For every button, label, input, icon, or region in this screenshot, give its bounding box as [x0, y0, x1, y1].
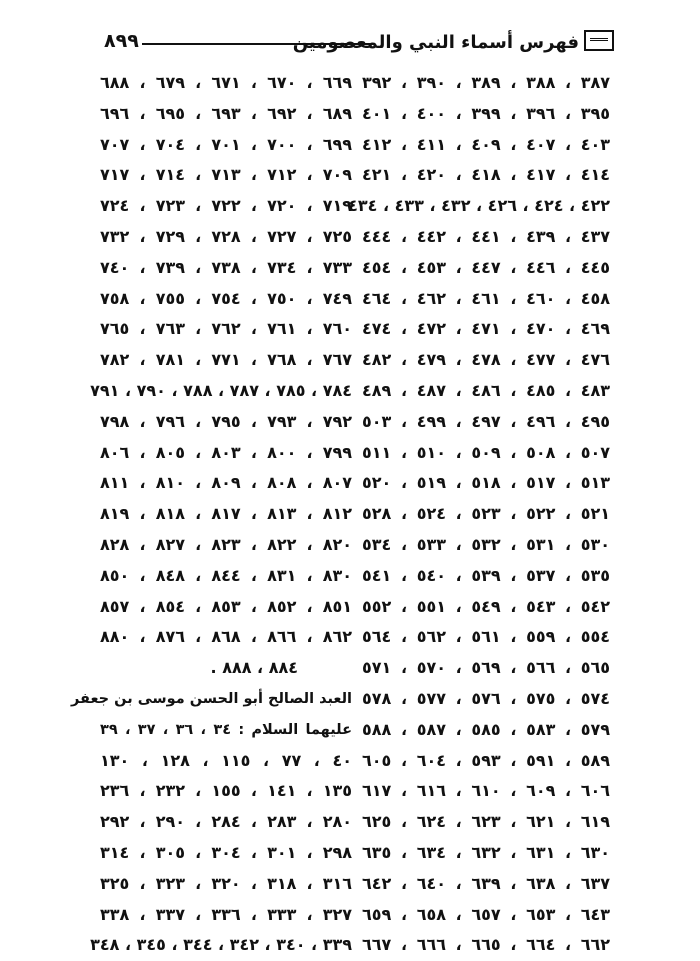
index-column-right: [348, 68, 611, 961]
index-line: ٨٣٠ ، ٨٣١ ، ٨٤٤ ، ٨٤٨ ، ٨٥٠: [100, 565, 353, 585]
index-line: ٦١٩ ، ٦٢١ ، ٦٢٣ ، ٦٢٤ ، ٦٢٥: [362, 812, 611, 832]
index-line: ٦٩٩ ، ٧٠٠ ، ٧٠١ ، ٧٠٤ ، ٧٠٧: [100, 134, 353, 154]
index-line: ٧٦٧ ، ٧٦٨ ، ٧٧١ ، ٧٨١ ، ٧٨٢: [100, 350, 353, 370]
index-line: ٧١٩ ، ٧٢٠ ، ٧٢٢ ، ٧٢٣ ، ٧٢٤: [100, 196, 353, 216]
index-line: ٤٢٢ ، ٤٢٤ ، ٤٢٦ ، ٤٣٢ ، ٤٣٣ ، ٤٣٤: [348, 196, 610, 216]
index-line: ٢٩٨ ، ٣٠١ ، ٣٠٤ ، ٣٠٥ ، ٣١٤: [100, 842, 353, 862]
index-line: ٨٥١ ، ٨٥٢ ، ٨٥٣ ، ٨٥٤ ، ٨٥٧: [100, 596, 353, 616]
index-line: ٥٦٥ ، ٥٦٦ ، ٥٦٩ ، ٥٧٠ ، ٥٧١: [362, 658, 611, 678]
index-heading: العبد الصالح أبو الحسن موسى بن جعفر: [71, 690, 352, 707]
index-line: ٨٢٠ ، ٨٢٢ ، ٨٢٣ ، ٨٢٧ ، ٨٢٨: [100, 534, 353, 554]
index-line: ٤٩٥ ، ٤٩٦ ، ٤٩٧ ، ٤٩٩ ، ٥٠٣: [362, 411, 611, 431]
index-line: ٧٨٤ ، ٧٨٥ ، ٧٨٧ ، ٧٨٨ ، ٧٩٠ ، ٧٩١: [90, 380, 352, 400]
index-line: ٦٠٦ ، ٦٠٩ ، ٦١٠ ، ٦١٦ ، ٦١٧: [362, 781, 611, 801]
index-line: ٣٨٧ ، ٣٨٨ ، ٣٨٩ ، ٣٩٠ ، ٣٩٢: [362, 73, 611, 92]
index-line: ٧٢٥ ، ٧٢٧ ، ٧٢٨ ، ٧٢٩ ، ٧٣٢: [100, 226, 353, 246]
page-number: ٨٩٩: [104, 30, 139, 52]
index-line: ٣٢٧ ، ٣٣٣ ، ٣٣٦ ، ٣٣٧ ، ٣٣٨: [100, 904, 353, 924]
index-line: ٧٦٠ ، ٧٦١ ، ٧٦٢ ، ٧٦٣ ، ٧٦٥: [100, 319, 353, 339]
index-column-left: [71, 68, 353, 961]
index-line: ٦٤٣ ، ٦٥٣ ، ٦٥٧ ، ٦٥٨ ، ٦٥٩: [362, 904, 611, 924]
index-line: ٨١٢ ، ٨١٣ ، ٨١٧ ، ٨١٨ ، ٨١٩: [100, 504, 353, 524]
index-line: ٤٤٥ ، ٤٤٦ ، ٤٤٧ ، ٤٥٣ ، ٤٥٤: [362, 257, 611, 277]
index-line: ٥٣٠ ، ٥٣١ ، ٥٣٢ ، ٥٣٣ ، ٥٣٤: [362, 534, 611, 554]
index-line: ٧٩٢ ، ٧٩٣ ، ٧٩٥ ، ٧٩٦ ، ٧٩٨: [100, 411, 353, 431]
index-line: ٦٣٠ ، ٦٣١ ، ٦٣٢ ، ٦٣٤ ، ٦٣٥: [362, 842, 611, 862]
index-line: ٥٢١ ، ٥٢٢ ، ٥٢٣ ، ٥٢٤ ، ٥٢٨: [362, 504, 611, 524]
index-line: ٨٨٤ ، ٨٨٨ .: [210, 658, 298, 678]
index-line: ٧٩٩ ، ٨٠٠ ، ٨٠٣ ، ٨٠٥ ، ٨٠٦: [100, 442, 353, 462]
index-line: ٤٣٧ ، ٤٣٩ ، ٤٤١ ، ٤٤٢ ، ٤٤٤: [362, 226, 611, 246]
index-line: ٥١٣ ، ٥١٧ ، ٥١٨ ، ٥١٩ ، ٥٢٠: [362, 473, 611, 493]
ornament-icon: [584, 30, 614, 51]
index-line: ٢٨٠ ، ٢٨٣ ، ٢٨٤ ، ٢٩٠ ، ٢٩٢: [100, 812, 353, 832]
index-line: ٤٥٨ ، ٤٦٠ ، ٤٦١ ، ٤٦٢ ، ٤٦٤: [362, 288, 611, 308]
index-line: ٨٦٢ ، ٨٦٦ ، ٨٦٨ ، ٨٧٦ ، ٨٨٠: [100, 627, 353, 647]
index-line: ٥٠٧ ، ٥٠٨ ، ٥٠٩ ، ٥١٠ ، ٥١١: [362, 442, 611, 462]
index-line: ٥٧٩ ، ٥٨٣ ، ٥٨٥ ، ٥٨٧ ، ٥٨٨: [362, 719, 611, 739]
index-line: ٤٨٣ ، ٤٨٥ ، ٤٨٦ ، ٤٨٧ ، ٤٨٩: [362, 380, 611, 400]
index-line: ٣١٦ ، ٣١٨ ، ٣٢٠ ، ٣٢٣ ، ٣٢٥: [100, 873, 353, 893]
index-line: ٣٩٥ ، ٣٩٦ ، ٣٩٩ ، ٤٠٠ ، ٤٠١: [362, 103, 611, 123]
index-line: ٤٠٣ ، ٤٠٧ ، ٤٠٩ ، ٤١١ ، ٤١٢: [362, 134, 611, 154]
index-line: ٥٨٩ ، ٥٩١ ، ٥٩٣ ، ٦٠٤ ، ٦٠٥: [362, 750, 611, 770]
index-line: ٤٠ ، ٧٧ ، ١١٥ ، ١٢٨ ، ١٣٠: [100, 750, 353, 770]
index-line: ٦٣٧ ، ٦٣٨ ، ٦٣٩ ، ٦٤٠ ، ٦٤٢: [362, 873, 611, 893]
running-title: [293, 30, 614, 53]
index-line: ٦٦٩ ، ٦٧٠ ، ٦٧١ ، ٦٧٩ ، ٦٨٨: [100, 73, 353, 92]
index-line: ٦٨٩ ، ٦٩٢ ، ٦٩٣ ، ٦٩٥ ، ٦٩٦: [100, 103, 353, 123]
index-line: ٨٠٧ ، ٨٠٨ ، ٨٠٩ ، ٨١٠ ، ٨١١: [100, 473, 353, 493]
index-heading: عليهما السلام : ٣٤ ، ٣٦ ، ٣٧ ، ٣٩: [100, 721, 352, 738]
index-line: ٧٣٣ ، ٧٣٤ ، ٧٣٨ ، ٧٣٩ ، ٧٤٠: [100, 257, 353, 277]
running-title-text: فهرس أسماء النبي والمعصومين: [292, 32, 579, 53]
index-line: ٧٠٩ ، ٧١٢ ، ٧١٣ ، ٧١٤ ، ٧١٧: [100, 165, 353, 185]
index-line: ٥٣٥ ، ٥٣٧ ، ٥٣٩ ، ٥٤٠ ، ٥٤١: [362, 565, 611, 585]
index-line: ٥٤٢ ، ٥٤٣ ، ٥٤٩ ، ٥٥١ ، ٥٥٢: [362, 596, 611, 616]
index-line: ٥٥٤ ، ٥٥٩ ، ٥٦١ ، ٥٦٢ ، ٥٦٤: [362, 627, 611, 647]
index-line: ٤٦٩ ، ٤٧٠ ، ٤٧١ ، ٤٧٢ ، ٤٧٤: [362, 319, 611, 339]
index-line: ٥٧٤ ، ٥٧٥ ، ٥٧٦ ، ٥٧٧ ، ٥٧٨: [362, 688, 611, 708]
index-line: ٣٣٩ ، ٣٤٠ ، ٣٤٢ ، ٣٤٤ ، ٣٤٥ ، ٣٤٨: [90, 935, 352, 955]
index-line: ١٣٥ ، ١٤١ ، ١٥٥ ، ٢٣٢ ، ٢٣٦: [100, 781, 353, 801]
index-line: ٤٧٦ ، ٤٧٧ ، ٤٧٨ ، ٤٧٩ ، ٤٨٢: [362, 350, 611, 370]
index-line: ٦٦٢ ، ٦٦٤ ، ٦٦٥ ، ٦٦٦ ، ٦٦٧: [362, 935, 611, 955]
page-header: [104, 30, 614, 56]
index-line: ٤١٤ ، ٤١٧ ، ٤١٨ ، ٤٢٠ ، ٤٢١: [362, 165, 611, 185]
index-line: ٧٤٩ ، ٧٥٠ ، ٧٥٤ ، ٧٥٥ ، ٧٥٨: [100, 288, 353, 308]
